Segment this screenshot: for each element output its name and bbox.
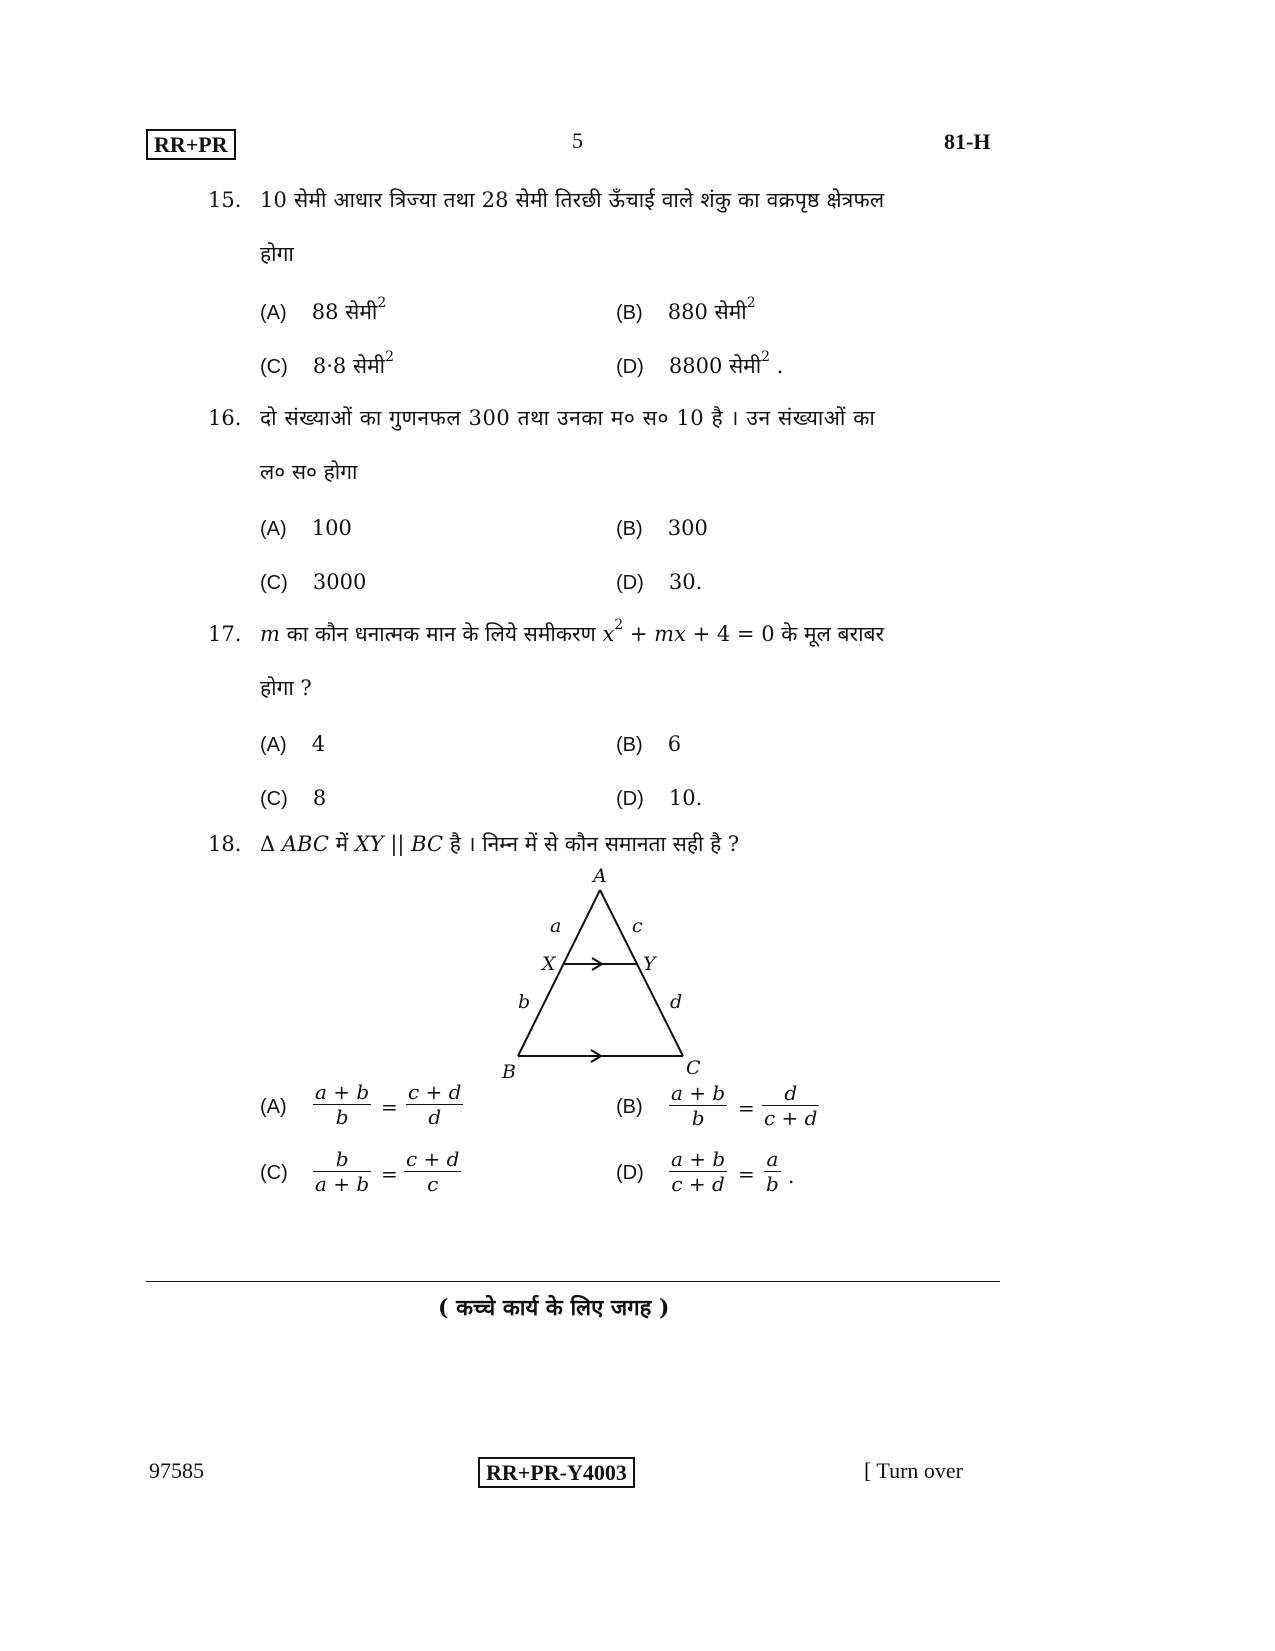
fraction-rhs: $\frac{c + d}{c}$: [406, 1147, 460, 1196]
question-text-cont: ल० स० होगा: [260, 460, 358, 484]
question-text: 10 सेमी आधार त्रिज्या तथा 28 सेमी तिरछी ऊँचाई वाले शंकु का वक्रपृष्ठ क्षेत्रफल: [260, 188, 885, 212]
fraction-lhs: $\frac{a + b}{b}$: [315, 1080, 370, 1129]
segment-c-label: c: [632, 915, 643, 937]
footer-paper-code: RR+PR-Y4003: [478, 1457, 635, 1488]
vertex-b-label: B: [502, 1061, 516, 1080]
paper-code: 81-H: [944, 129, 991, 154]
option-b: (B) 880 सेमी$^2$: [616, 295, 756, 324]
page-number: 5: [572, 128, 583, 153]
footer-turn-over: [ Turn over: [864, 1458, 964, 1483]
question-text-cont: होगा ?: [260, 676, 312, 700]
triangle-figure: [480, 860, 740, 1080]
segment-b-label: b: [518, 991, 531, 1013]
question-number: 18.: [208, 832, 242, 856]
option-c: (C) 3000: [260, 570, 367, 594]
question-number: 17.: [208, 622, 242, 646]
point-y-label: Y: [643, 953, 656, 975]
fraction-rhs: $\frac{c + d}{d}$: [408, 1080, 462, 1129]
vertex-c-label: C: [686, 1057, 701, 1079]
rough-work-heading: ( कच्चे कार्य के लिए जगह ): [438, 1295, 670, 1321]
segment-a-label: a: [550, 915, 562, 937]
option-a: (A) 4: [260, 732, 326, 756]
paper-tag: RR+PR: [146, 129, 236, 160]
vertex-a-label: A: [593, 865, 607, 887]
option-a: (A) 88 सेमी$^2$: [260, 295, 387, 324]
question-text: Δ ABC में XY || BC है । निम्न में से कौन समानता सही है ?: [260, 832, 740, 856]
segment-d-label: d: [670, 991, 683, 1013]
option-d: (D) 30.: [616, 570, 703, 594]
question-number: 15.: [208, 188, 242, 212]
footer-serial: 97585: [149, 1458, 204, 1483]
fraction-lhs: $\frac{b}{a + b}$: [315, 1147, 370, 1196]
fraction-lhs: $\frac{a + b}{c + d}$: [671, 1147, 726, 1196]
option-c: (C) 8·8 सेमी$^2$: [260, 349, 395, 378]
question-text: m का कौन धनात्मक मान के लिये समीकरण $x^2$ + mx + 4 = 0 के मूल बराबर: [260, 617, 885, 646]
fraction-lhs: $\frac{a + b}{b}$: [671, 1081, 726, 1130]
option-c: (C) 8: [260, 786, 327, 810]
option-b: (B) 6: [616, 732, 682, 756]
divider-line: [146, 1281, 1000, 1282]
point-x-label: X: [542, 953, 556, 975]
option-d: (D) 8800 सेमी$^2$ .: [616, 349, 784, 378]
question-text-cont: होगा: [260, 242, 294, 266]
option-b: (B) 300: [616, 516, 708, 540]
question-number: 16.: [208, 406, 242, 430]
fraction-rhs: $\frac{d}{c + d}$: [764, 1081, 818, 1130]
question-text: दो संख्याओं का गुणनफल 300 तथा उनका म० स० 10 है । उन संख्याओं का: [260, 406, 876, 430]
option-d: (D) 10.: [616, 786, 703, 810]
fraction-rhs: $\frac{a}{b}$: [766, 1147, 779, 1196]
option-a: (A) 100: [260, 516, 352, 540]
